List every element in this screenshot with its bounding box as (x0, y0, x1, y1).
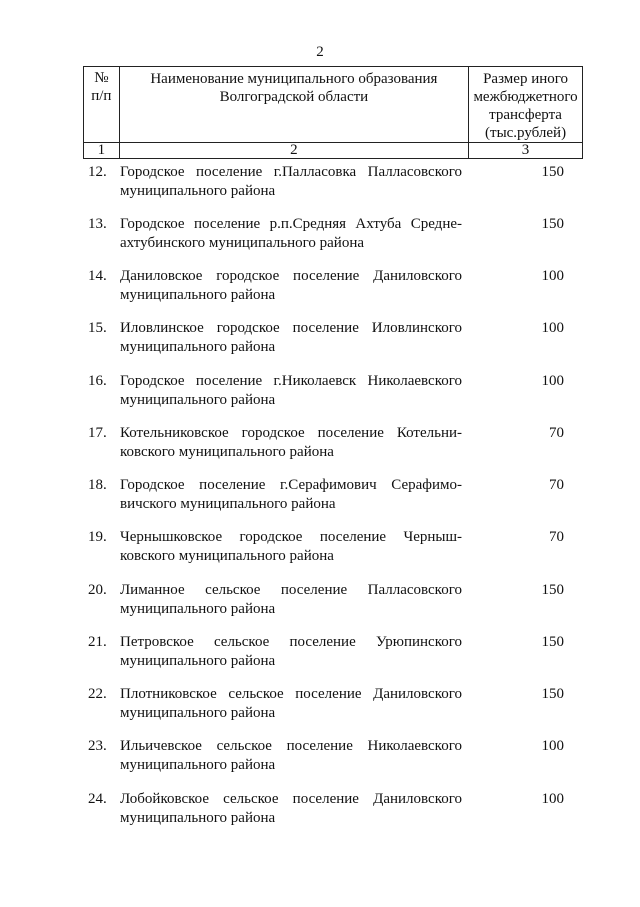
transfer-amount: 150 (541, 582, 564, 598)
municipality-name-line1: Даниловское городское поселение Даниловского (120, 268, 462, 284)
header-number-line: п/п (91, 88, 112, 104)
municipality-name-line1: Городское поселение г.Николаевск Николаевского (120, 373, 462, 389)
transfer-amount: 150 (541, 686, 564, 702)
municipality-name (120, 476, 462, 514)
column-index-row (84, 143, 583, 159)
municipality-name-line2: муниципального района (120, 601, 276, 617)
table-row (0, 633, 640, 673)
header-cell-number (84, 67, 120, 143)
municipality-name (120, 685, 462, 723)
row-number: 20. (88, 582, 107, 598)
transfer-amount: 100 (541, 738, 564, 754)
municipality-name (120, 163, 462, 201)
transfer-amount: 100 (541, 791, 564, 807)
header-cell-amount (469, 67, 583, 143)
row-number: 17. (88, 425, 107, 441)
municipality-name-line2: муниципального района (120, 757, 276, 773)
table-row (0, 215, 640, 255)
municipality-name-line2: ковского муниципального района (120, 548, 334, 564)
municipality-name-line2: муниципального района (120, 653, 276, 669)
row-number: 14. (88, 268, 107, 284)
transfer-amount: 100 (541, 373, 564, 389)
table-row (0, 424, 640, 464)
municipality-name-line2: ахтубинского муниципального района (120, 235, 365, 251)
municipality-name-line1: Котельниковское городское поселение Котельни- (120, 425, 462, 441)
row-number: 18. (88, 477, 107, 493)
header-amount-line: Размер иного (483, 71, 569, 87)
municipality-name-line1: Городское поселение г.Палласовка Палласовского (120, 164, 462, 180)
municipality-name-line1: Лиманное сельское поселение Палласовского (120, 582, 462, 598)
header-name-line: Наименование муниципального образования (150, 71, 438, 87)
municipality-name-line1: Городское поселение р.п.Средняя Ахтуба Средне- (120, 216, 462, 232)
header-cell-name (119, 67, 468, 143)
municipality-name (120, 528, 462, 566)
header-amount-line: трансферта (489, 107, 562, 123)
municipality-name-line2: муниципального района (120, 810, 276, 826)
municipality-name (120, 581, 462, 619)
municipality-name-line1: Иловлинское городское поселение Иловлинского (120, 320, 462, 336)
header-row (84, 67, 583, 143)
transfer-amount: 70 (549, 529, 564, 545)
municipality-name (120, 790, 462, 828)
header-number-line: № (94, 70, 109, 86)
municipality-name-line2: муниципального района (120, 339, 276, 355)
municipality-name-line1: Плотниковское сельское поселение Даниловского (120, 686, 462, 702)
municipality-name (120, 424, 462, 462)
row-number: 16. (88, 373, 107, 389)
municipality-name (120, 372, 462, 410)
transfer-amount: 70 (549, 477, 564, 493)
row-number: 12. (88, 164, 107, 180)
header-amount-line: (тыс.рублей) (485, 125, 567, 141)
municipality-name (120, 267, 462, 305)
column-index-3: 3 (469, 143, 583, 159)
table-row (0, 372, 640, 412)
column-index-2: 2 (119, 143, 468, 159)
table-row (0, 581, 640, 621)
municipality-name-line1: Лобойковское сельское поселение Даниловского (120, 791, 462, 807)
municipality-name (120, 633, 462, 671)
transfer-amount: 100 (541, 268, 564, 284)
row-number: 24. (88, 791, 107, 807)
table-row (0, 790, 640, 830)
municipality-name-line2: муниципального района (120, 705, 276, 721)
transfer-amount: 150 (541, 216, 564, 232)
municipality-name-line2: муниципального района (120, 183, 276, 199)
transfer-amount: 100 (541, 320, 564, 336)
municipality-name-line2: ковского муниципального района (120, 444, 334, 460)
row-number: 23. (88, 738, 107, 754)
municipality-name-line1: Городское поселение г.Серафимович Серафимо- (120, 477, 462, 493)
header-amount-line: межбюджетного (473, 89, 578, 105)
municipality-name (120, 319, 462, 357)
row-number: 22. (88, 686, 107, 702)
row-number: 19. (88, 529, 107, 545)
table-row (0, 685, 640, 725)
page-number: 2 (316, 44, 324, 60)
column-index-1: 1 (84, 143, 120, 159)
row-number: 13. (88, 216, 107, 232)
municipality-name-line2: муниципального района (120, 392, 276, 408)
municipality-name-line1: Чернышковское городское поселение Черныш- (120, 529, 462, 545)
table-row (0, 163, 640, 203)
municipality-name-line1: Петровское сельское поселение Урюпинского (120, 634, 462, 650)
table-row (0, 737, 640, 777)
table-row (0, 476, 640, 516)
table-row (0, 267, 640, 307)
table-header (83, 66, 583, 159)
municipality-name-line2: вичского муниципального района (120, 496, 336, 512)
transfer-amount: 150 (541, 164, 564, 180)
table-row (0, 319, 640, 359)
header-name-line: Волгоградской области (219, 89, 369, 105)
transfer-amount: 150 (541, 634, 564, 650)
municipality-name-line1: Ильичевское сельское поселение Николаевского (120, 738, 462, 754)
transfer-amount: 70 (549, 425, 564, 441)
table-row (0, 528, 640, 568)
municipality-name (120, 215, 462, 253)
municipality-name (120, 737, 462, 775)
row-number: 15. (88, 320, 107, 336)
municipality-name-line2: муниципального района (120, 287, 276, 303)
row-number: 21. (88, 634, 107, 650)
